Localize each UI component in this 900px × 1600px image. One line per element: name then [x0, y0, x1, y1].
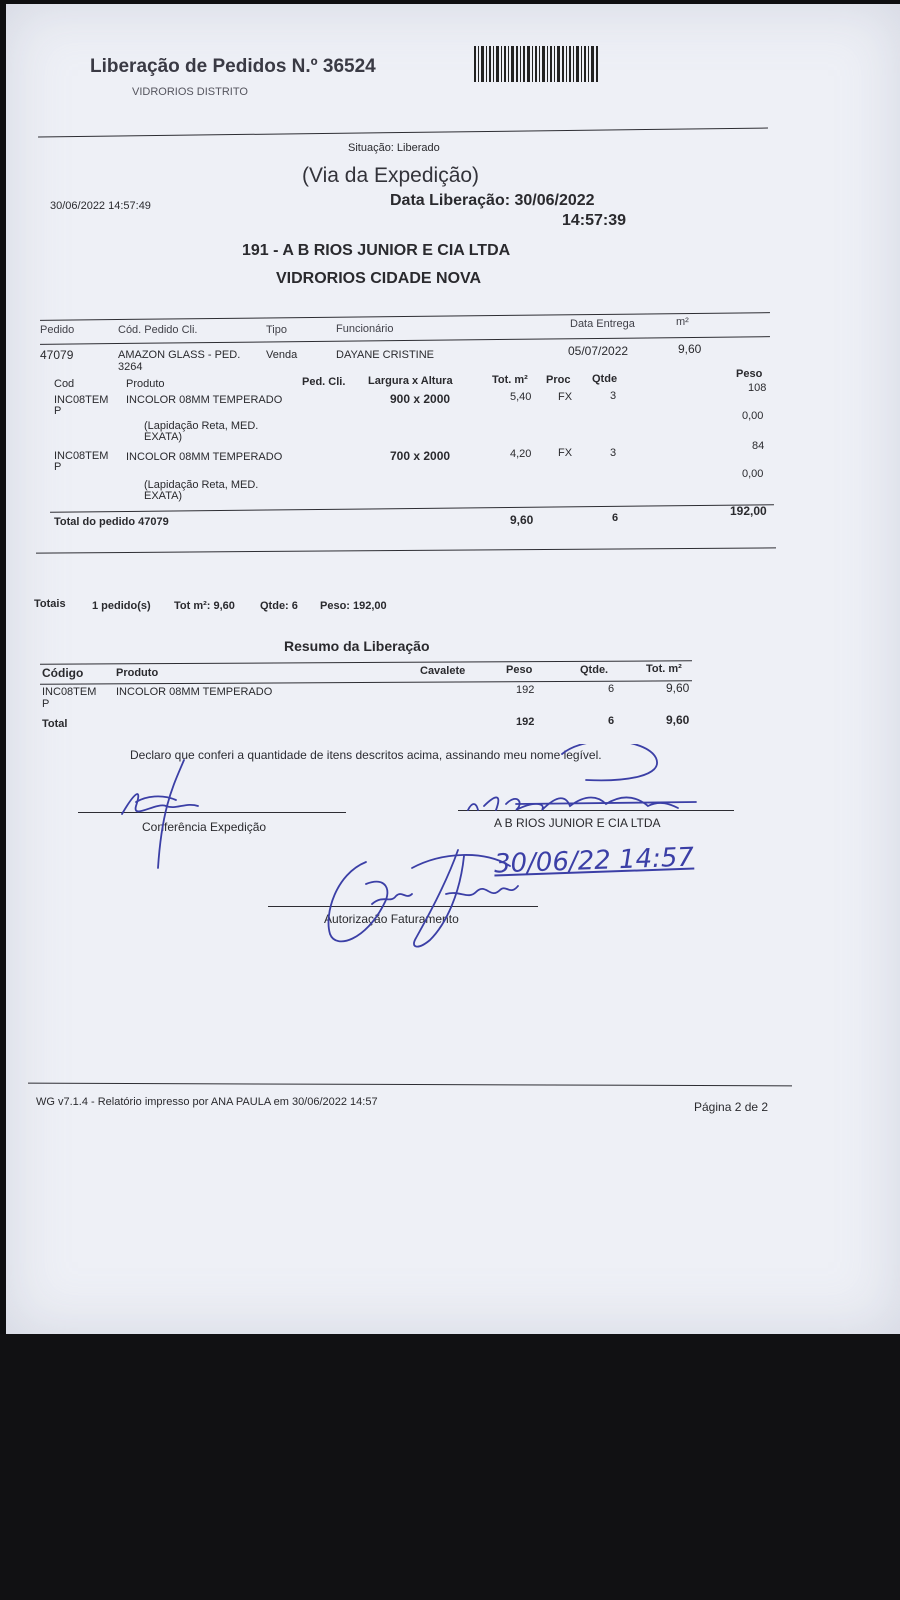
items-col-produto: Produto [126, 378, 165, 390]
signature-label-autorizacao: Autorização Faturamento [324, 912, 459, 926]
release-date: Data Liberação: 30/06/2022 [390, 192, 595, 209]
order-total-rule [50, 504, 774, 513]
via-label: (Via da Expedição) [302, 164, 480, 187]
item-qtde: 3 [610, 390, 617, 402]
company-subtitle: VIDRORIOS DISTRITO [132, 86, 248, 98]
item-peso-extra: 0,00 [742, 410, 764, 422]
item-peso: 84 [752, 440, 765, 452]
summary-total-qtde: 6 [608, 715, 615, 727]
item-proc: FX [558, 447, 573, 459]
col-data-entrega: Data Entrega [570, 318, 635, 330]
item-qtde: 3 [610, 447, 617, 459]
totals-peso: Peso: 192,00 [320, 600, 387, 612]
item-peso-extra: 0,00 [742, 468, 764, 480]
background-surface [0, 1334, 900, 1600]
item-dimensions: 700 x 2000 [390, 449, 451, 463]
summary-header-rule [40, 680, 692, 684]
barcode-icon [474, 46, 600, 82]
item-produto: INCOLOR 08MM TEMPERADO [126, 394, 283, 406]
item-description-cont: EXATA) [144, 490, 183, 502]
summary-col-qtde: Qtde. [580, 664, 609, 676]
col-pedido: Pedido [40, 324, 75, 336]
items-col-qtde: Qtde [592, 373, 618, 385]
totals-pedidos: 1 pedido(s) [92, 600, 151, 612]
item-cod: INC08TEM [54, 450, 109, 462]
item-description-cont: EXATA) [144, 431, 183, 443]
summary-col-cavalete: Cavalete [420, 665, 466, 677]
printed-timestamp: 30/06/2022 14:57:49 [50, 200, 151, 212]
document-page [6, 4, 900, 1334]
item-tot-m2: 4,20 [510, 448, 532, 460]
order-employee: DAYANE CRISTINE [336, 349, 434, 361]
items-col-tot-m2: Tot. m² [492, 374, 528, 386]
items-col-proc: Proc [546, 374, 571, 386]
order-total-peso: 192,00 [730, 504, 767, 518]
item-proc: FX [558, 391, 573, 403]
items-col-dimensions: Largura x Altura [368, 375, 453, 387]
items-col-peso: Peso [736, 368, 763, 380]
order-header-rule [40, 336, 770, 345]
totals-m2: Tot m²: 9,60 [174, 600, 235, 612]
col-tipo: Tipo [266, 324, 287, 336]
item-tot-m2: 5,40 [510, 391, 532, 403]
summary-row-cod: INC08TEM [42, 686, 97, 698]
signature-label-cliente: A B RIOS JUNIOR E CIA LTDA [494, 816, 661, 830]
order-total-qtde: 6 [612, 512, 619, 524]
summary-total-peso: 192 [516, 716, 535, 728]
order-delivery-date: 05/07/2022 [568, 344, 629, 358]
order-total-m2: 9,60 [510, 513, 534, 527]
summary-row-produto: INCOLOR 08MM TEMPERADO [116, 686, 273, 698]
release-time: 14:57:39 [562, 212, 627, 229]
order-type: Venda [266, 349, 298, 361]
item-description: (Lapidação Reta, MED. [144, 479, 259, 491]
order-table-top-rule [40, 312, 770, 321]
col-cod-cli: Cód. Pedido Cli. [118, 324, 198, 336]
section-divider [36, 547, 776, 553]
item-produto: INCOLOR 08MM TEMPERADO [126, 451, 283, 463]
summary-title: Resumo da Liberação [284, 638, 430, 654]
client-name: 191 - A B RIOS JUNIOR E CIA LTDA [242, 242, 511, 259]
summary-total-tot-m2: 9,60 [666, 713, 690, 727]
totals-label: Totais [34, 598, 66, 610]
footer-rule [28, 1083, 792, 1087]
item-dimensions: 900 x 2000 [390, 392, 451, 406]
summary-col-peso: Peso [506, 664, 533, 676]
summary-col-codigo: Código [42, 666, 84, 680]
summary-row-peso: 192 [516, 684, 535, 696]
header-divider [38, 128, 768, 138]
col-funcionario: Funcionário [336, 323, 394, 335]
declaration-text: Declaro que conferi a quantidade de itens descritos acima, assinando meu nome legível. [130, 748, 602, 762]
item-cod: INC08TEM [54, 394, 109, 406]
order-client-code-2: 3264 [118, 361, 143, 373]
summary-col-tot-m2: Tot. m² [646, 663, 682, 675]
order-client-code: AMAZON GLASS - PED. [118, 349, 241, 361]
document-title: Liberação de Pedidos N.º 36524 [90, 56, 376, 77]
handwritten-date: 30/06/22 14:57 [493, 842, 695, 880]
item-cod-cont: P [54, 405, 62, 417]
item-description: (Lapidação Reta, MED. [144, 420, 259, 432]
client-branch: VIDRORIOS CIDADE NOVA [276, 270, 482, 287]
col-m2: m² [676, 316, 689, 328]
summary-col-produto: Produto [116, 667, 159, 679]
order-m2: 9,60 [678, 342, 702, 356]
summary-row-tot-m2: 9,60 [666, 681, 690, 695]
footer-page-number: Página 2 de 2 [694, 1100, 769, 1114]
order-total-label: Total do pedido 47079 [54, 516, 169, 528]
items-col-ped-cli: Ped. Cli. [302, 376, 346, 388]
summary-row-cod-cont: P [42, 698, 50, 710]
status-text: Situação: Liberado [348, 142, 440, 154]
items-col-cod: Cod [54, 378, 75, 390]
signature-label-conferencia: Conferência Expedição [142, 820, 267, 834]
item-peso: 108 [748, 382, 767, 394]
item-cod-cont: P [54, 461, 62, 473]
summary-row-qtde: 6 [608, 683, 615, 695]
footer-print-info: WG v7.1.4 - Relatório impresso por ANA PAULA em 30/06/2022 14:57 [36, 1096, 378, 1108]
summary-total-label: Total [42, 718, 68, 730]
order-number: 47079 [40, 348, 74, 362]
totals-qtde: Qtde: 6 [260, 600, 298, 612]
